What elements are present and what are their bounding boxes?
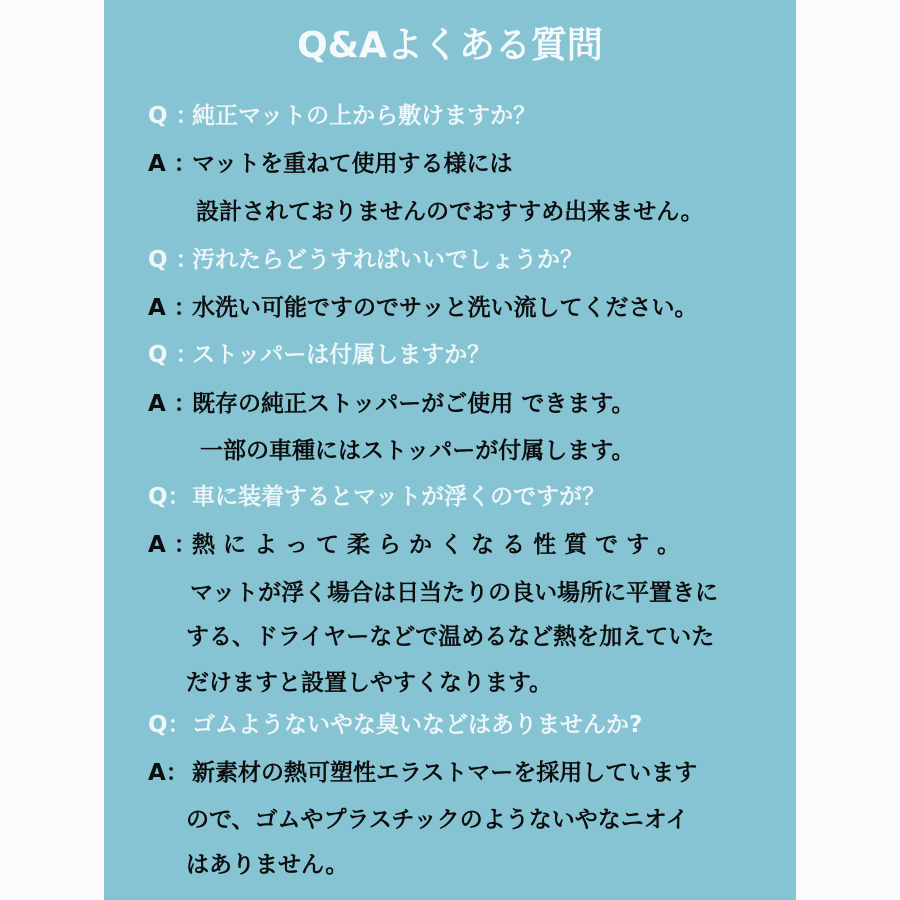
question-prefix: Q： — [148, 712, 191, 738]
answer-text: 既存の純正ストッパーがご使用 できます。 — [192, 391, 635, 417]
question-text: 車に装着するとマットが浮くのですが？ — [192, 484, 606, 510]
faq-answer-4-line-2: マットが浮く場合は日当たりの良い場所に平置きに — [190, 580, 719, 606]
question-prefix: Q： — [148, 484, 191, 510]
faq-answer-4-line-4: だけますと設置しやすくなります。 — [186, 670, 553, 696]
answer-prefix: A ： — [148, 391, 197, 417]
answer-text: 水洗い可能ですのでサッと洗い流してください。 — [192, 295, 698, 321]
answer-text: 新素材の熱可塑性エラストマーを採用しています — [192, 760, 698, 786]
answer-text: マットを重ねて使用する様には — [192, 151, 513, 177]
answer-text: 熱 に よ っ て 柔 ら か く な る 性 質 で す 。 — [192, 532, 681, 558]
faq-answer-4 — [148, 530, 680, 560]
faq-question-4 — [148, 482, 605, 512]
answer-prefix: A ： — [148, 295, 197, 321]
faq-answer-4-line-3: する、ドライヤーなどで温めるなど熱を加えていた — [186, 624, 715, 650]
faq-question-5 — [148, 710, 642, 740]
question-prefix: Q ： — [148, 247, 199, 273]
faq-panel — [104, 0, 796, 900]
page-title: Q&Aよくある質問 — [297, 25, 603, 66]
answer-prefix: A ： — [148, 532, 197, 558]
answer-prefix: A ： — [148, 151, 197, 177]
faq-question-1 — [148, 101, 536, 131]
question-text: ストッパーは付属しますか？ — [192, 342, 491, 368]
question-prefix: Q ： — [148, 342, 199, 368]
faq-answer-5-line-3: はありません。 — [186, 852, 349, 878]
question-prefix: Q ： — [148, 103, 199, 129]
faq-answer-1 — [148, 149, 513, 179]
answer-prefix: A： — [148, 760, 189, 786]
faq-question-3 — [148, 340, 490, 370]
faq-answer-5-line-2: ので、ゴムやプラスチックのようないやなニオイ — [186, 807, 689, 833]
faq-answer-5 — [148, 758, 697, 788]
faq-answer-1-line-2: 設計されておりませんのでおすすめ出来ません。 — [196, 199, 704, 225]
faq-answer-2 — [148, 293, 698, 323]
question-text: 汚れたらどうすればいいでしょうか？ — [192, 247, 583, 273]
faq-answer-3-line-2: 一部の車種にはストッパーが付属します。 — [200, 438, 635, 464]
question-text: ゴムようないやな臭いなどはありませんか? — [192, 712, 643, 738]
faq-answer-3 — [148, 389, 634, 419]
question-text: 純正マットの上から敷けますか？ — [192, 103, 537, 129]
faq-question-2 — [148, 245, 583, 275]
